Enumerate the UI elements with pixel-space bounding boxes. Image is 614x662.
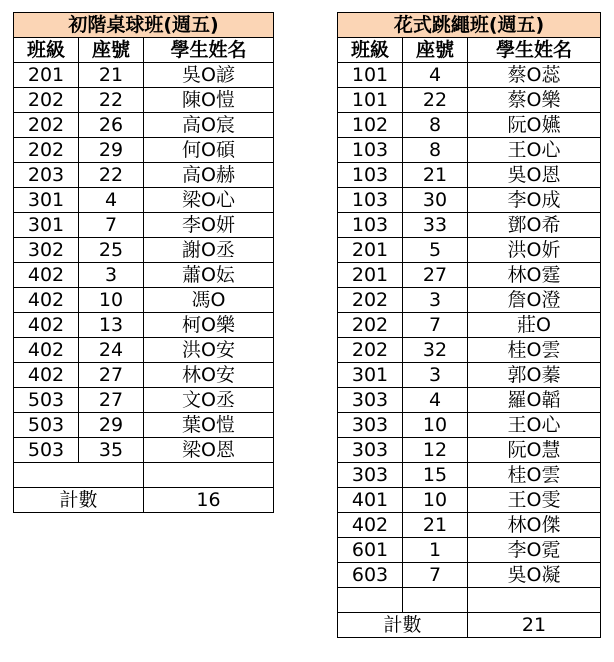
header-student-name: 學生姓名: [144, 38, 274, 63]
cell-class: 103: [338, 163, 403, 188]
cell-class: 103: [338, 213, 403, 238]
cell-seat: 27: [403, 263, 468, 288]
cell-seat: 7: [403, 563, 468, 588]
cell-class: 101: [338, 88, 403, 113]
cell-student-name: 郭O蓁: [468, 363, 601, 388]
cell-seat: 3: [79, 263, 144, 288]
table-row: [14, 313, 274, 338]
cell-class: 603: [338, 563, 403, 588]
cell-student-name: 葉O愷: [144, 413, 274, 438]
table-row: [338, 563, 601, 588]
cell-seat: 21: [403, 163, 468, 188]
table-row: [338, 138, 601, 163]
table-row: [338, 388, 601, 413]
table-row: [14, 263, 274, 288]
cell-class: 402: [14, 288, 79, 313]
table-ping-pong-class: [13, 12, 274, 513]
cell-seat: 26: [79, 113, 144, 138]
cell-student-name: 梁O恩: [144, 438, 274, 463]
cell-class: 402: [14, 263, 79, 288]
table-row: [338, 163, 601, 188]
cell-class: 201: [338, 238, 403, 263]
cell-student-name: 李O妍: [144, 213, 274, 238]
cell-class: 503: [14, 438, 79, 463]
table-row: [338, 413, 601, 438]
cell-student-name: 詹O澄: [468, 288, 601, 313]
cell-seat: 8: [403, 113, 468, 138]
cell-seat: 15: [403, 463, 468, 488]
cell-student-name: 林O安: [144, 363, 274, 388]
table-row: [14, 388, 274, 413]
cell-seat: 13: [79, 313, 144, 338]
table-row: [338, 538, 601, 563]
cell-seat: 4: [403, 388, 468, 413]
cell-student-name: 林O霆: [468, 263, 601, 288]
cell-seat: 27: [79, 388, 144, 413]
table-jump-rope-class: [337, 12, 601, 638]
cell-class: 303: [338, 413, 403, 438]
table-row: [14, 288, 274, 313]
cell-student-name: 蕭O妘: [144, 263, 274, 288]
cell-class: 303: [338, 438, 403, 463]
cell-seat: 33: [403, 213, 468, 238]
table-row: [14, 338, 274, 363]
cell-class: 202: [14, 88, 79, 113]
empty-row: [14, 463, 274, 488]
table-row: [14, 88, 274, 113]
count-label: 計數: [338, 613, 468, 638]
cell-class: 503: [14, 388, 79, 413]
cell-student-name: 王O心: [468, 413, 601, 438]
count-label: 計數: [14, 488, 144, 513]
cell-seat: 29: [79, 413, 144, 438]
count-value: 21: [468, 613, 601, 638]
cell-student-name: 蔡O蕊: [468, 63, 601, 88]
table-row: [14, 213, 274, 238]
header-student-name: 學生姓名: [468, 38, 601, 63]
cell-class: 303: [338, 463, 403, 488]
cell-student-name: 吳O諺: [144, 63, 274, 88]
cell-seat: 22: [79, 163, 144, 188]
cell-class: 402: [338, 513, 403, 538]
cell-seat: 10: [79, 288, 144, 313]
cell-class: 401: [338, 488, 403, 513]
cell-seat: 29: [79, 138, 144, 163]
cell-student-name: 王O心: [468, 138, 601, 163]
cell-class: 601: [338, 538, 403, 563]
cell-seat: 8: [403, 138, 468, 163]
cell-class: 402: [14, 313, 79, 338]
table-title: 花式跳繩班(週五): [338, 13, 601, 38]
cell-student-name: 吳O凝: [468, 563, 601, 588]
table-row: [338, 238, 601, 263]
cell-seat: 4: [79, 188, 144, 213]
cell-student-name: 蔡O樂: [468, 88, 601, 113]
cell-student-name: 陳O愷: [144, 88, 274, 113]
cell-class: 103: [338, 138, 403, 163]
header-seat: 座號: [403, 38, 468, 63]
table-row: [338, 88, 601, 113]
table-row: [338, 488, 601, 513]
cell-student-name: 李O成: [468, 188, 601, 213]
cell-class: 202: [338, 313, 403, 338]
cell-class: 301: [338, 363, 403, 388]
count-row: [338, 613, 601, 638]
cell-seat: 3: [403, 288, 468, 313]
cell-class: 101: [338, 63, 403, 88]
cell-student-name: 吳O恩: [468, 163, 601, 188]
cell-class: 301: [14, 213, 79, 238]
cell-class: 203: [14, 163, 79, 188]
empty-row: [338, 588, 601, 613]
table-row: [14, 413, 274, 438]
table-row: [14, 238, 274, 263]
cell-student-name: 何O碩: [144, 138, 274, 163]
table-row: [338, 113, 601, 138]
cell-student-name: 阮O慧: [468, 438, 601, 463]
table-row: [338, 513, 601, 538]
cell-seat: 21: [403, 513, 468, 538]
table-row: [338, 463, 601, 488]
cell-class: 402: [14, 363, 79, 388]
cell-seat: 1: [403, 538, 468, 563]
cell-seat: 7: [79, 213, 144, 238]
cell-seat: 35: [79, 438, 144, 463]
table-row: [14, 63, 274, 88]
cell-class: 402: [14, 338, 79, 363]
table-row: [338, 63, 601, 88]
table-row: [338, 263, 601, 288]
table-row: [338, 338, 601, 363]
cell-student-name: 李O霓: [468, 538, 601, 563]
cell-seat: 3: [403, 363, 468, 388]
cell-student-name: 高O宸: [144, 113, 274, 138]
cell-seat: 10: [403, 413, 468, 438]
cell-class: 103: [338, 188, 403, 213]
count-row: [14, 488, 274, 513]
cell-student-name: 阮O嬿: [468, 113, 601, 138]
cell-seat: 7: [403, 313, 468, 338]
table-row: [338, 188, 601, 213]
cell-student-name: 桂O雲: [468, 463, 601, 488]
cell-class: 301: [14, 188, 79, 213]
cell-class: 102: [338, 113, 403, 138]
cell-student-name: 王O雯: [468, 488, 601, 513]
cell-seat: 22: [79, 88, 144, 113]
cell-class: 202: [338, 338, 403, 363]
cell-student-name: 莊O: [468, 313, 601, 338]
header-class: 班級: [338, 38, 403, 63]
cell-class: 303: [338, 388, 403, 413]
cell-seat: 12: [403, 438, 468, 463]
cell-seat: 10: [403, 488, 468, 513]
cell-seat: 32: [403, 338, 468, 363]
table-row: [338, 438, 601, 463]
cell-seat: 21: [79, 63, 144, 88]
cell-class: 201: [14, 63, 79, 88]
cell-class: 302: [14, 238, 79, 263]
cell-seat: 27: [79, 363, 144, 388]
cell-seat: 22: [403, 88, 468, 113]
cell-student-name: 鄧O希: [468, 213, 601, 238]
cell-student-name: 馮O: [144, 288, 274, 313]
cell-student-name: 林O傑: [468, 513, 601, 538]
table-row: [14, 163, 274, 188]
cell-seat: 5: [403, 238, 468, 263]
table-row: [14, 188, 274, 213]
cell-student-name: 謝O丞: [144, 238, 274, 263]
cell-class: 503: [14, 413, 79, 438]
table-row: [14, 113, 274, 138]
table-row: [14, 438, 274, 463]
cell-student-name: 洪O妡: [468, 238, 601, 263]
cell-seat: 4: [403, 63, 468, 88]
header-class: 班級: [14, 38, 79, 63]
table-row: [338, 213, 601, 238]
count-value: 16: [144, 488, 274, 513]
table-row: [14, 138, 274, 163]
cell-class: 202: [338, 288, 403, 313]
cell-student-name: 羅O韜: [468, 388, 601, 413]
cell-student-name: 高O赫: [144, 163, 274, 188]
header-seat: 座號: [79, 38, 144, 63]
cell-seat: 30: [403, 188, 468, 213]
cell-seat: 25: [79, 238, 144, 263]
table-row: [14, 363, 274, 388]
table-title: 初階桌球班(週五): [14, 13, 274, 38]
cell-student-name: 洪O安: [144, 338, 274, 363]
cell-class: 202: [14, 138, 79, 163]
cell-student-name: 桂O雲: [468, 338, 601, 363]
cell-class: 202: [14, 113, 79, 138]
cell-student-name: 柯O樂: [144, 313, 274, 338]
cell-student-name: 梁O心: [144, 188, 274, 213]
table-row: [338, 313, 601, 338]
cell-student-name: 文O丞: [144, 388, 274, 413]
table-row: [338, 288, 601, 313]
cell-seat: 24: [79, 338, 144, 363]
table-row: [338, 363, 601, 388]
cell-class: 201: [338, 263, 403, 288]
